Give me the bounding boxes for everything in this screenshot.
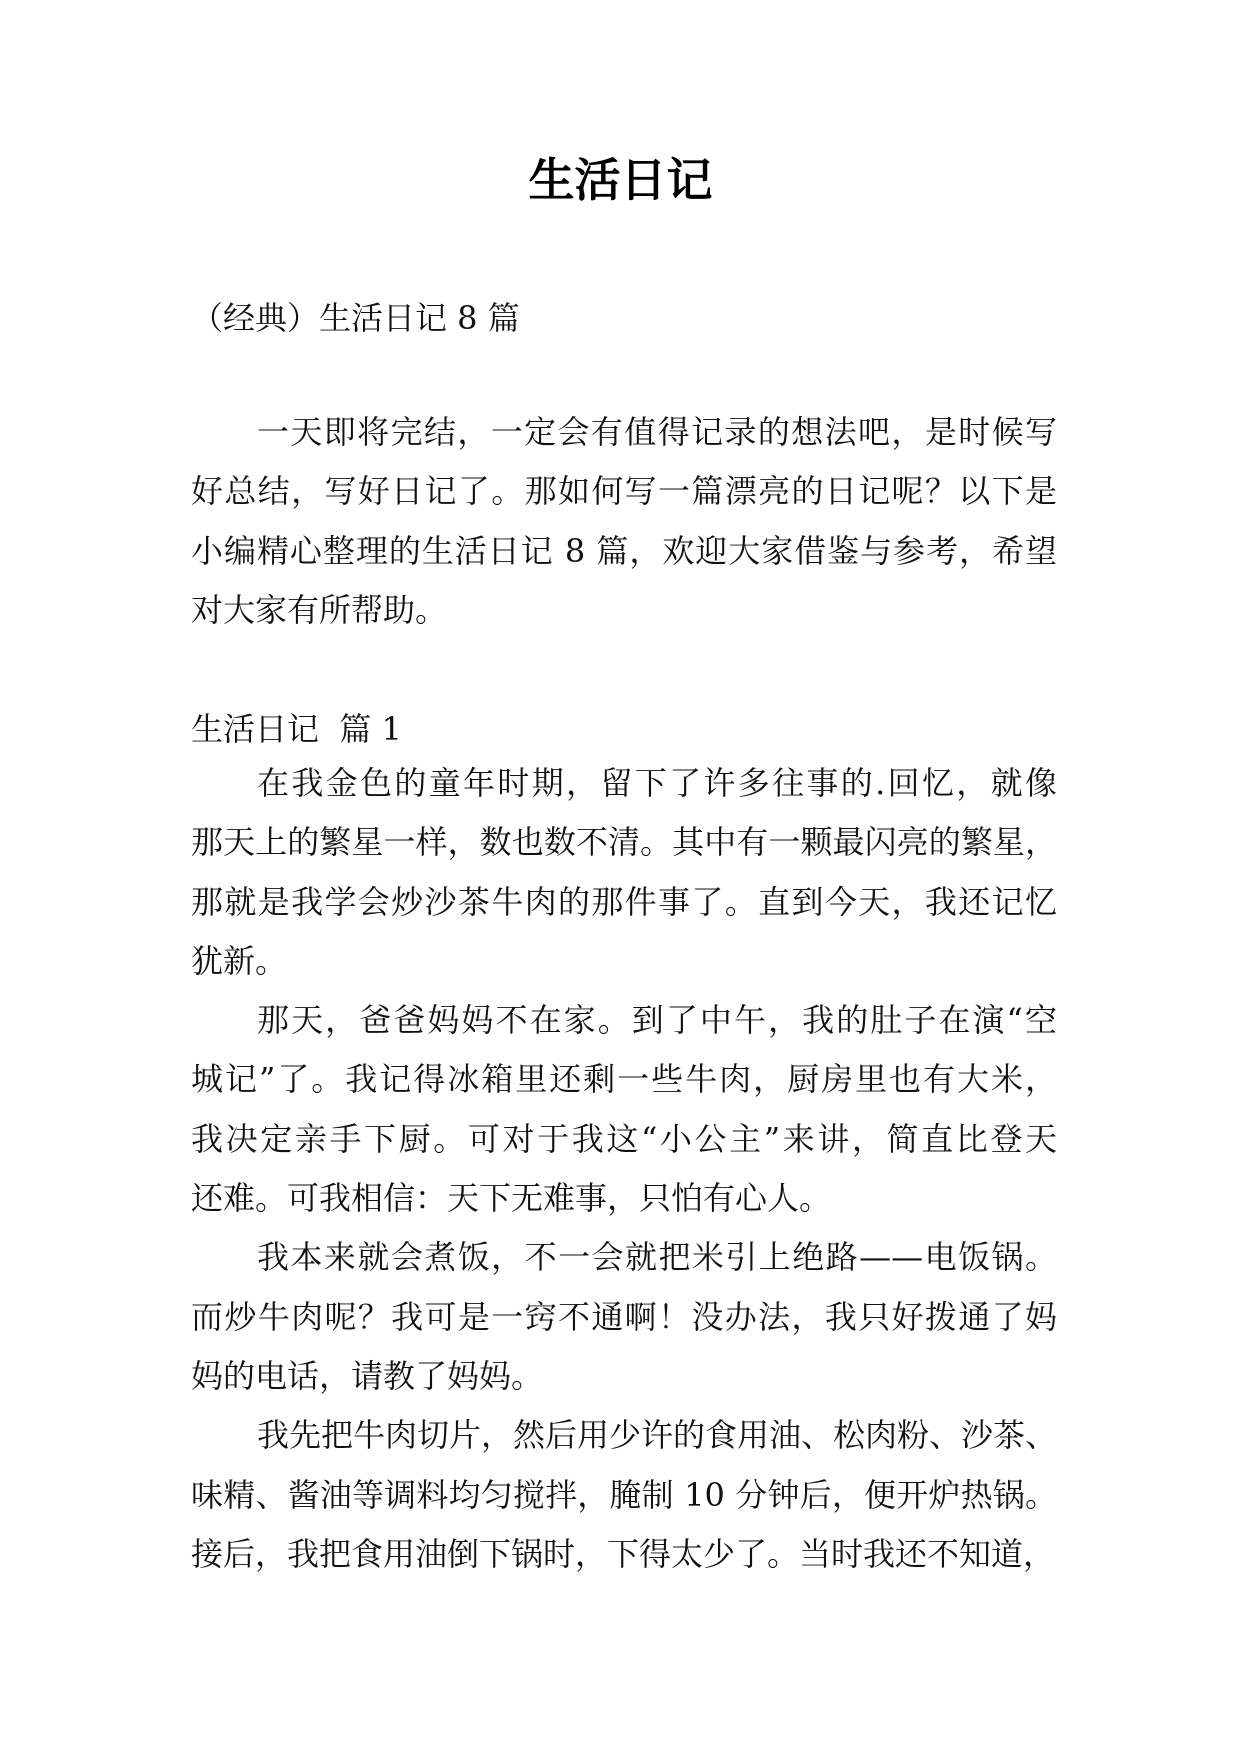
- paragraph-line: 而炒牛肉呢？我可是一窍不通啊！没办法，我只好拨通了妈: [191, 1297, 1057, 1336]
- paragraph-line: 我先把牛肉切片，然后用少许的食用油、松肉粉、沙茶、: [257, 1416, 1058, 1455]
- paragraph-line: 我决定亲手下厨。可对于我这“小公主”来讲，简直比登天: [191, 1119, 1057, 1158]
- paragraph-line: 还难。可我相信：天下无难事，只怕有心人。: [191, 1179, 832, 1218]
- intro-paragraph: [191, 403, 1057, 640]
- paragraph-line: 那就是我学会炒沙茶牛肉的那件事了。直到今天，我还记忆: [191, 882, 1057, 921]
- paragraph-line: 那天，爸爸妈妈不在家。到了中午，我的肚子在演“空: [257, 1001, 1057, 1040]
- paragraph-line: 味精、酱油等调料均匀搅拌，腌制 10 分钟后，便开炉热锅。: [191, 1475, 1057, 1514]
- paragraph-line: 妈的电话，请教了妈妈。: [191, 1356, 544, 1395]
- paragraph-line: 犹新。: [191, 941, 288, 980]
- body-paragraph: [191, 754, 1057, 991]
- body-paragraph: [191, 991, 1057, 1228]
- paragraph-line: 接后，我把食用油倒下锅时，下得太少了。当时我还不知道，: [191, 1534, 1056, 1573]
- paragraph-line: 好总结，写好日记了。那如何写一篇漂亮的日记呢？以下是: [191, 472, 1057, 511]
- document-title: 生活日记: [528, 153, 713, 207]
- section-body: [191, 754, 1057, 1584]
- paragraph-line: 那天上的繁星一样，数也数不清。其中有一颗最闪亮的繁星，: [191, 823, 1057, 862]
- paragraph-line: 一天即将完结，一定会有值得记录的想法吧，是时候写: [257, 413, 1057, 451]
- body-paragraph: [191, 1228, 1057, 1406]
- paragraph-line: 小编精心整理的生活日记 8 篇，欢迎大家借鉴与参考，希望: [191, 531, 1057, 570]
- document-subtitle: （经典）生活日记 8 篇: [191, 299, 520, 337]
- body-paragraph: [191, 1406, 1057, 1584]
- section-heading: 生活日记 篇 1: [191, 710, 402, 748]
- paragraph-line: 城记”了。我记得冰箱里还剩一些牛肉，厨房里也有大米，: [191, 1060, 1057, 1099]
- paragraph-line: 在我金色的童年时期，留下了许多往事的.回忆，就像: [257, 764, 1057, 802]
- paragraph-line: 我本来就会煮饭，不一会就把米引上绝路——电饭锅。: [257, 1238, 1057, 1277]
- paragraph-line: 对大家有所帮助。: [191, 590, 448, 629]
